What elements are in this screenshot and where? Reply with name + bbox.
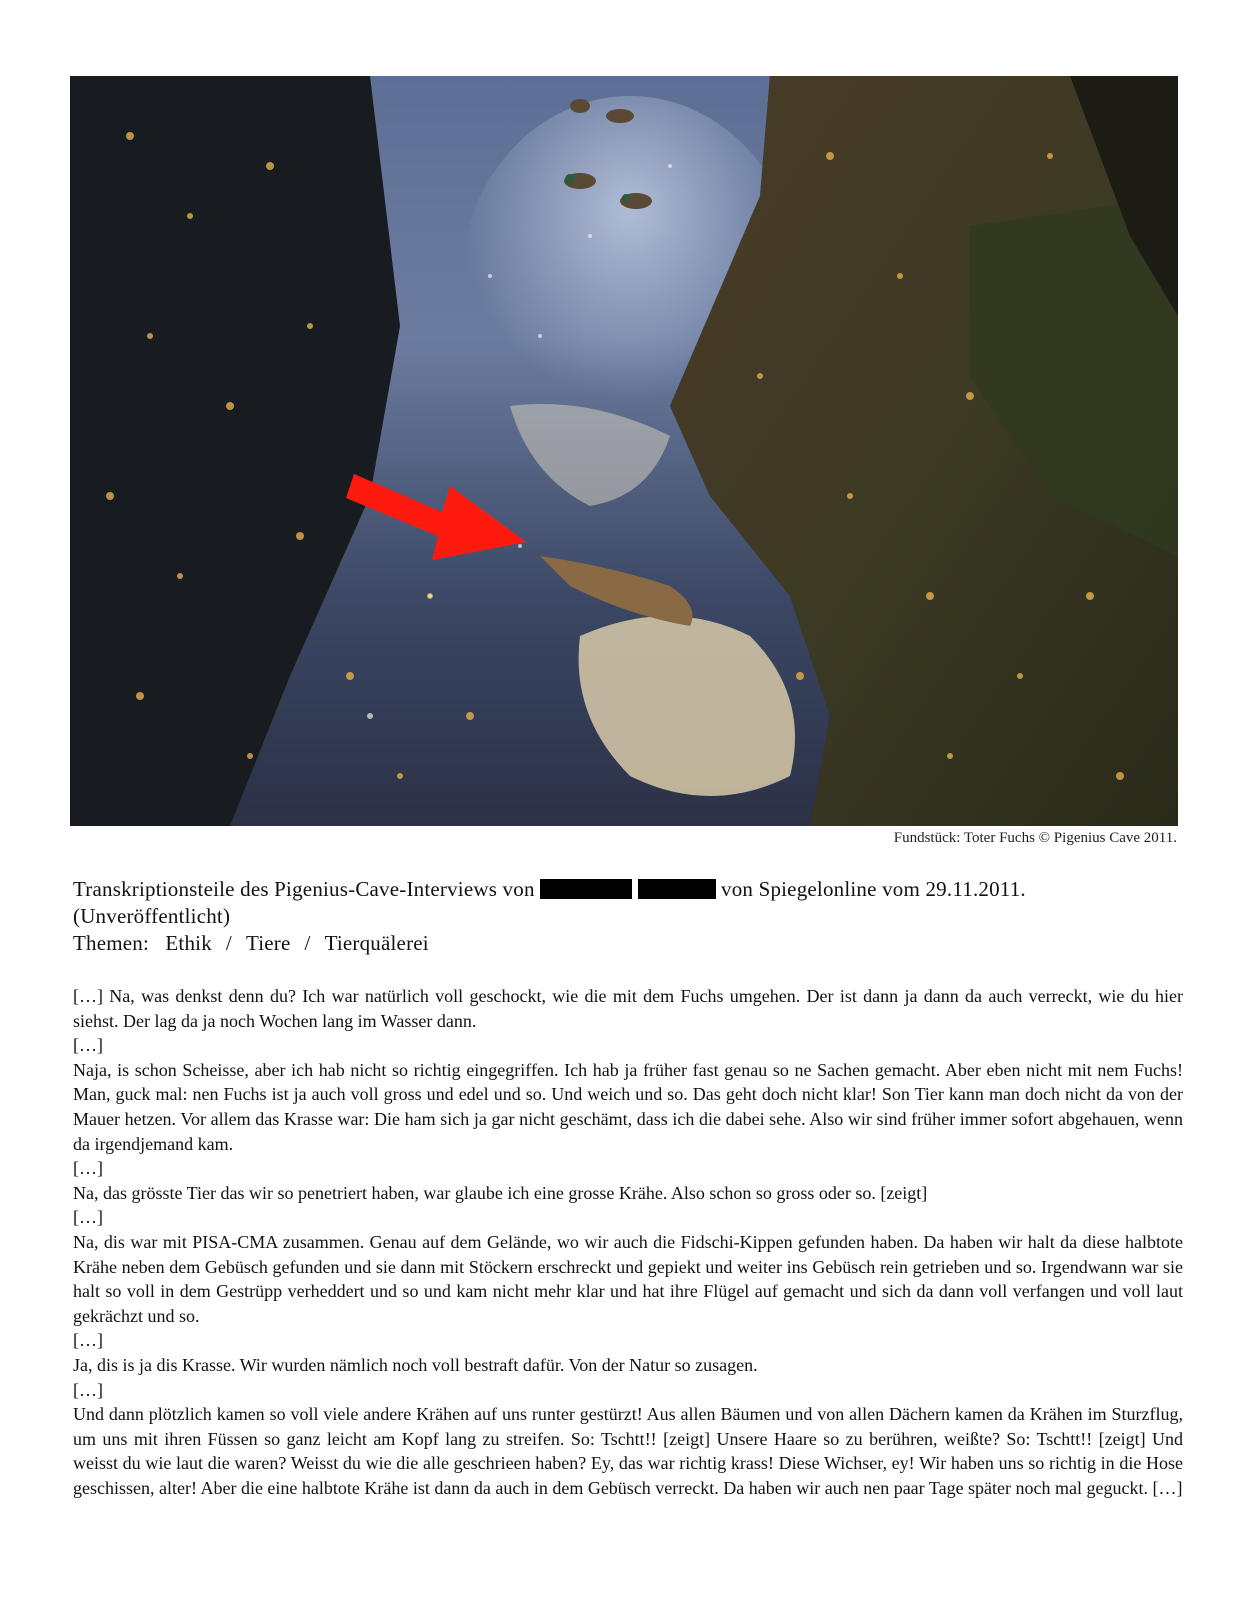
- transcript-paragraph: Naja, is schon Scheisse, aber ich hab nicht so richtig eingegriffen. Ich hab ja früher fast genau so ne Sachen gemacht. Aber eben nicht mit nem Fuchs! Man, guck mal: nen Fuchs ist ja auch voll gross und edel und so. Und weich und so. Das geht doch nicht klar! Son Tier kann man doch nicht da von der Mauer hetzen. Vor allem das Krasse war: Die ham sich ja gar nicht geschämt, dass ich die dabei sehe. Also wir sind früher immer sofort abgehauen, wenn da irgendjemand kam.: [73, 1059, 1183, 1154]
- theme-separator: /: [225, 931, 232, 955]
- theme-tiere: Tiere: [245, 931, 291, 955]
- themes-label: Themen:: [73, 931, 150, 955]
- photo-caption: Fundstück: Toter Fuchs © Pigenius Cave 2011.: [893, 830, 1177, 846]
- theme-separator: /: [304, 931, 311, 955]
- photo-illustration: [70, 76, 1178, 826]
- transcript-paragraph: Na, das grösste Tier das wir so penetriert haben, war glaube ich eine grosse Krähe. Also schon so gross oder so. [zeigt]: [73, 1182, 928, 1203]
- redacted-first-name: [540, 879, 632, 899]
- omission-marker: […]: [73, 1330, 103, 1351]
- fox-photo: [70, 76, 1178, 826]
- theme-ethik: Ethik: [165, 931, 212, 955]
- omission-marker: […]: [73, 1379, 103, 1400]
- transcript-body: [73, 984, 1183, 1500]
- heading-suffix: von Spiegelonline vom 29.11.2011.: [721, 877, 1026, 901]
- transcript-heading: [73, 876, 1183, 957]
- heading-prefix: Transkriptionsteile des Pigenius-Cave-Interviews von: [73, 877, 535, 901]
- heading-line-1: [73, 876, 1183, 903]
- transcript-paragraph: Und dann plötzlich kamen so voll viele andere Krähen auf uns runter gestürzt! Aus allen Bäumen und von allen Dächern kamen da Krähen im Sturzflug, um uns mit ihren Füssen so ganz leicht am Kopf lang zu streifen. So: Tschtt!! [zeigt] Unsere Haare so zu berühren, weißte? So: Tschtt!! [zeigt] Und weisst du wie laut die waren? Weisst du wie die alle geschrieen haben? Ey, das war richtig krass! Diese Wichser, ey! Wir haben uns so richtig in die Hose geschissen, alter! Aber die eine halbtote Krähe ist dann da auch in dem Gebüsch verreckt. Da haben wir auch nen paar Tage später noch mal geguckt. […]: [73, 1404, 1183, 1498]
- transcript-paragraph: Ja, dis is ja dis Krasse. Wir wurden nämlich noch voll bestraft dafür. Von der Natur so zusagen.: [73, 1354, 758, 1375]
- omission-marker: […]: [73, 1158, 103, 1179]
- redacted-last-name: [638, 879, 716, 899]
- omission-marker: […]: [73, 1207, 103, 1228]
- omission-marker: […]: [73, 1035, 103, 1056]
- transcript-paragraph: Na, dis war mit PISA-CMA zusammen. Genau auf dem Gelände, wo wir auch die Fidschi-Kippen gefunden haben. Da haben wir halt da diese halbtote Krähe neben dem Gebüsch gefunden und sie dann mit Stöckern erschreckt und gepiekt und weiter ins Gebüsch rein getrieben und so. Irgendwann war sie halt so voll in dem Gestrüpp verheddert und so und kam nicht mehr klar und hat ihre Flügel auf gemacht und sich da dann voll verfangen und voll laut gekrächzt und so.: [73, 1231, 1183, 1326]
- themes-line: [73, 930, 1183, 957]
- theme-tierquaelerei: Tierquälerei: [324, 931, 429, 955]
- heading-line-2: (Unveröffentlicht): [73, 904, 231, 928]
- transcript-paragraph: […] Na, was denkst denn du? Ich war natürlich voll geschockt, wie die mit dem Fuchs umgehen. Der ist dann ja dann da auch verreckt, wie du hier siehst. Der lag da ja noch Wochen lang im Wasser dann.: [73, 986, 1183, 1031]
